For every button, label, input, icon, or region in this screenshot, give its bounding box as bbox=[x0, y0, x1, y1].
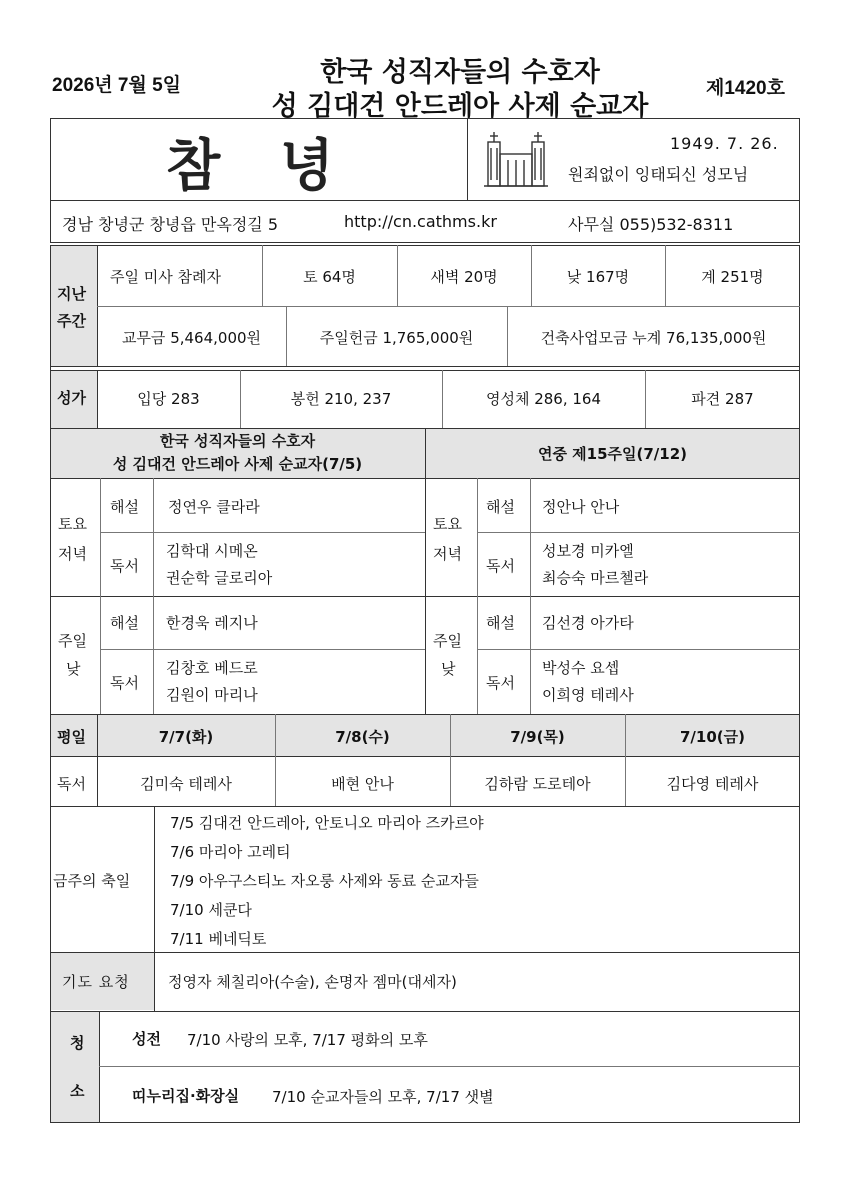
left-sat-label-1: 토요 bbox=[58, 515, 87, 533]
left-sun-reader-1: 김창호 베드로 bbox=[166, 659, 258, 677]
left-sun-comment-label: 해설 bbox=[110, 614, 139, 632]
right-sun-comment-label: 해설 bbox=[486, 614, 515, 632]
offering-building: 건축사업모금 누계 76,135,000원 bbox=[540, 329, 767, 347]
attendance-sat: 토 64명 bbox=[303, 268, 356, 286]
bulletin-date: 2026년 7월 5일 bbox=[52, 75, 182, 96]
left-sun-reader-2: 김원이 마리나 bbox=[166, 686, 258, 704]
right-sat-reader-1: 성보경 미카엘 bbox=[542, 542, 634, 560]
offering-tithe: 교무금 5,464,000원 bbox=[121, 329, 262, 347]
prayer-label: 기도 요청 bbox=[62, 973, 130, 991]
weekday-reader-3: 김하람 도로테아 bbox=[484, 775, 591, 793]
bulletin-name: 참 녕 bbox=[166, 133, 354, 199]
right-sat-comment-label: 해설 bbox=[486, 498, 515, 516]
hall-label: 띠누리집·화장실 bbox=[132, 1087, 240, 1105]
attendance-dawn: 새벽 20명 bbox=[430, 268, 498, 286]
last-week-label-1: 지난 bbox=[57, 285, 86, 303]
founding-date: 1949. 7. 26. bbox=[670, 134, 779, 153]
feast-item-2: 7/6 마리아 고레티 bbox=[170, 843, 291, 861]
left-sat-reader-2: 권순학 글로리아 bbox=[166, 569, 273, 587]
feast-title-line1: 한국 성직자들의 수호자 bbox=[320, 57, 600, 88]
hymn-recessional: 파견 287 bbox=[691, 390, 754, 408]
left-sun-commentator: 한경욱 레지나 bbox=[166, 614, 258, 632]
address: 경남 창녕군 창녕읍 만옥정길 5 bbox=[62, 215, 278, 234]
right-week-title: 연중 제15주일(7/12) bbox=[537, 445, 688, 463]
cleaning-label-1: 청 bbox=[70, 1034, 85, 1052]
hymn-communion: 영성체 286, 164 bbox=[485, 390, 602, 408]
weekday-day-3: 7/9(목) bbox=[510, 728, 565, 746]
weekday-reader-1: 김미숙 테레사 bbox=[140, 775, 232, 793]
right-sat-label-2: 저녁 bbox=[433, 545, 462, 563]
right-sat-reading-label: 독서 bbox=[486, 557, 515, 575]
attendance-day: 낮 167명 bbox=[566, 268, 630, 286]
right-sun-reader-1: 박성수 요셉 bbox=[542, 659, 620, 677]
cleaning-label-2: 소 bbox=[70, 1082, 85, 1100]
right-sun-reader-2: 이희영 테레사 bbox=[542, 686, 634, 704]
attendance-total: 계 251명 bbox=[701, 268, 764, 286]
left-sat-label-2: 저녁 bbox=[58, 545, 87, 563]
right-sat-reader-2: 최승숙 마르첼라 bbox=[542, 569, 649, 587]
hymn-label: 성가 bbox=[57, 389, 86, 407]
right-sun-label-2: 낮 bbox=[441, 660, 456, 678]
left-sat-reading-label: 독서 bbox=[110, 557, 139, 575]
left-sat-reader-1: 김학대 시메온 bbox=[166, 542, 258, 560]
hall-schedule: 7/10 순교자들의 모후, 7/17 샛별 bbox=[272, 1088, 494, 1106]
website-link[interactable]: http://cn.cathms.kr bbox=[344, 212, 497, 231]
prayer-text: 정영자 체칠리아(수술), 손명자 젬마(대세자) bbox=[168, 973, 457, 991]
left-sun-label-2: 낮 bbox=[66, 660, 81, 678]
left-sat-commentator: 정연우 클라라 bbox=[168, 498, 260, 516]
sanctuary-schedule: 7/10 사랑의 모후, 7/17 평화의 모후 bbox=[187, 1031, 428, 1049]
hymn-offertory: 봉헌 210, 237 bbox=[290, 390, 392, 408]
feast-item-5: 7/11 베네딕토 bbox=[170, 930, 267, 948]
right-sun-commentator: 김선경 아가타 bbox=[542, 614, 634, 632]
hymn-entrance: 입당 283 bbox=[137, 390, 200, 408]
left-sun-reading-label: 독서 bbox=[110, 674, 139, 692]
right-sun-reading-label: 독서 bbox=[486, 674, 515, 692]
church-icon bbox=[484, 130, 548, 188]
offering-sunday: 주일헌금 1,765,000원 bbox=[319, 329, 474, 347]
weekday-reader-2: 배현 안나 bbox=[331, 775, 394, 793]
issue-number: 제1420호 bbox=[706, 78, 785, 99]
feast-title-line2: 성 김대건 안드레아 사제 순교자 bbox=[271, 91, 649, 122]
attendance-label: 주일 미사 참례자 bbox=[110, 268, 221, 286]
feast-item-4: 7/10 세쿤다 bbox=[170, 901, 252, 919]
office-phone: 사무실 055)532-8311 bbox=[568, 215, 734, 234]
last-week-label-2: 주간 bbox=[57, 312, 86, 330]
left-sun-label-1: 주일 bbox=[58, 632, 87, 650]
right-sun-label-1: 주일 bbox=[433, 632, 462, 650]
left-week-title-2: 성 김대건 안드레아 사제 순교자(7/5) bbox=[112, 455, 363, 473]
weekday-day-4: 7/10(금) bbox=[680, 728, 745, 746]
parish-name: 원죄없이 잉태되신 성모님 bbox=[568, 165, 749, 184]
weekday-day-1: 7/7(화) bbox=[158, 728, 214, 746]
right-sat-commentator: 정안나 안나 bbox=[542, 498, 620, 516]
weekday-reader-4: 김다영 테레사 bbox=[666, 775, 759, 793]
feasts-label: 금주의 축일 bbox=[53, 872, 131, 890]
sanctuary-label: 성전 bbox=[132, 1030, 161, 1048]
left-week-title-1: 한국 성직자들의 수호자 bbox=[159, 432, 316, 450]
weekday-label: 평일 bbox=[57, 728, 86, 746]
weekday-reading-label: 독서 bbox=[57, 775, 86, 793]
left-sat-comment-label: 해설 bbox=[110, 498, 139, 516]
feast-item-3: 7/9 아우구스티노 자오룽 사제와 동료 순교자들 bbox=[170, 872, 479, 890]
feast-item-1: 7/5 김대건 안드레아, 안토니오 마리아 즈카르야 bbox=[170, 814, 484, 832]
weekday-day-2: 7/8(수) bbox=[335, 728, 390, 746]
right-sat-label-1: 토요 bbox=[433, 515, 462, 533]
